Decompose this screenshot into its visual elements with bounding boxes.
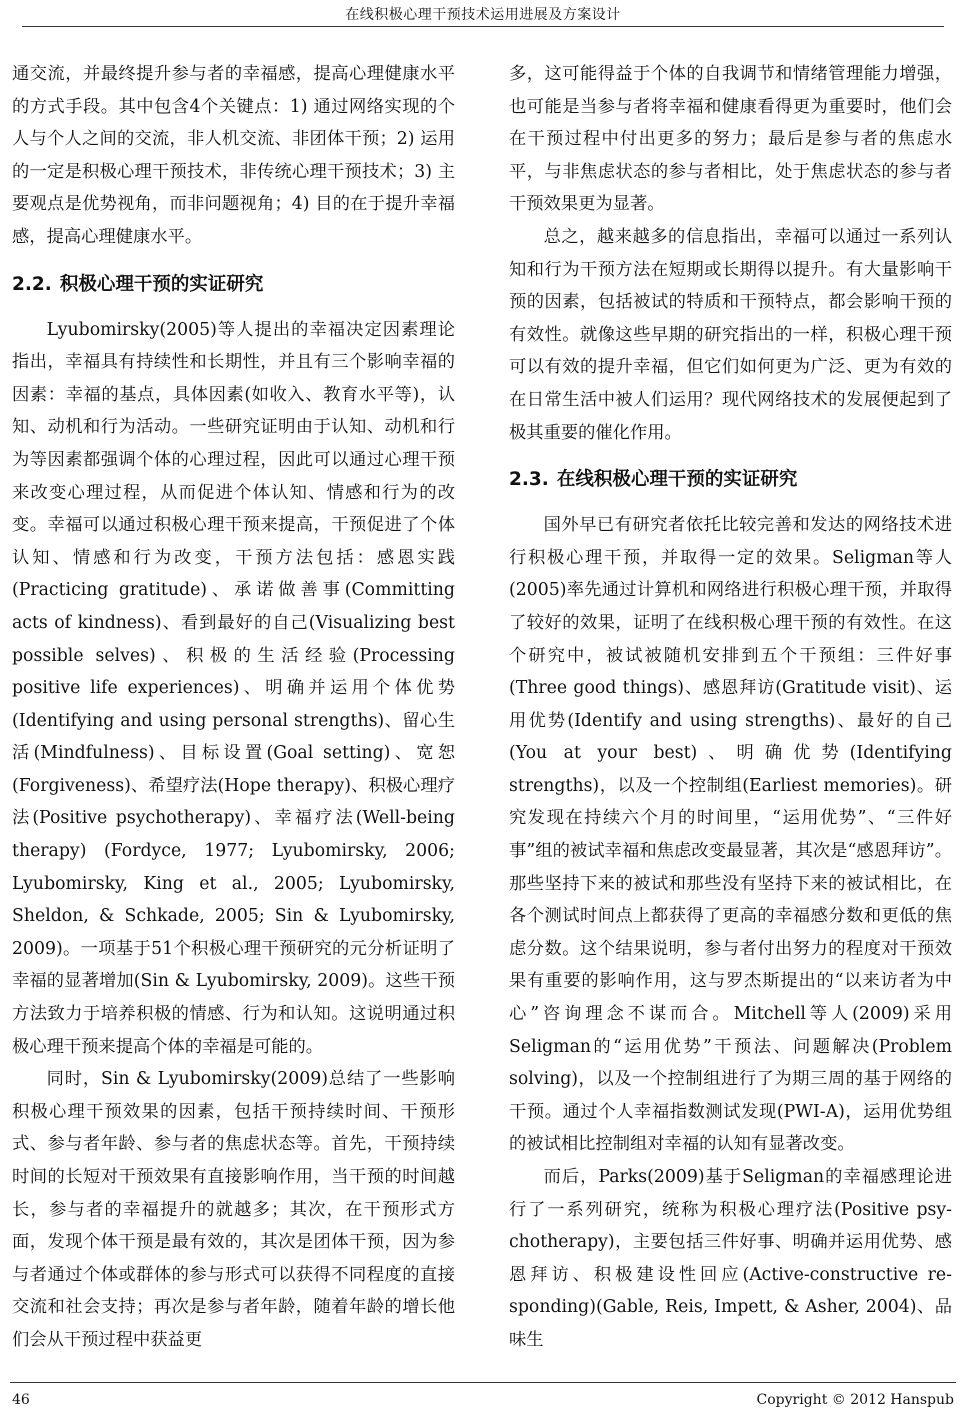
body-paragraph: 总之，越来越多的信息指出，幸福可以通过一系列认知和行为干预方法在短期或长期得以提升。有大量影响干预的因素，包括被试的特质和干预特点，都会影响干预的有效性。就像这些早期的研究指出的一样，积极心理干预可以有效的提升幸福，但它们如何更为广泛、更为有效的在日常生活中被人们运用？现代网络技术的发展便起到了极其重要的催化作用。	[509, 226, 952, 443]
section-number: 2.3.	[509, 469, 549, 491]
intro-paragraph: 通交流，并最终提升参与者的幸福感，提高心理健康水平的方式手段。其中包含4个关键点：1) 通过网络实现的个人与个人之间的交流，非人机交流、非团体干预；2) 运用的一定是积极心理干预技术，非传统心理干预技术；3) 主要观点是优势视角，而非问题视角；4) 目的在于提升幸福感，提高心理健康水平。	[12, 64, 455, 247]
body-paragraph: Lyubomirsky(2005)等人提出的幸福决定因素理论指出，幸福具有持续性和长期性，并且有三个影响幸福的因素：幸福的基点，具体因素(如收入、教育水平等)，认知、动机和行为活动。一些研究证明由于认知、动机和行为等因素都强调个体的心理过程，因此可以通过心理干预来改变心理过程，从而促进个体认知、情感和行为的改变。幸福可以通过积极心理干预来提高，干预促进了个体认知、情感和行为改变，干预方法包括：感恩实践(Practicing gratitude)、承诺做善事(Committing acts of kindness)、看到最好的自己(Visualizing best possible selves)、积极的生活经验(Processing positive life experiences)、明确并运用个体优势(Identifying and using personal strengths)、留心生活(Mindfulness)、目标设置(Goal setting)、宽恕(Forgiveness)、希望疗法(Hope therapy)、积极心理疗法(Positive psychotherapy)、幸福疗法(Well-being therapy) (Fordyce, 1977; Lyubomirsky, 2006; Lyubomirsky, King et al., 2005; Lyubomirsky, Sheldon, & Schkade, 2005; Sin & Lyubomirsky, 2009)。一项基于51个积极心理干预研究的元分析证明了幸福的显著增加(Sin & Lyubomirsky, 2009)。这些干预方法致力于培养积极的情感、行为和认知。这说明通过积极心理干预来提高个体的幸福是可能的。	[12, 319, 455, 1057]
body-paragraph: 国外早已有研究者依托比较完善和发达的网络技术进行积极心理干预，并取得一定的效果。Seligman等人(2005)率先通过计算机和网络进行积极心理干预，并取得了较好的效果，证明了在线积极心理干预的有效性。在这个研究中，被试被随机安排到五个干预组：三件好事(Three good things)、感恩拜访(Gratitude visit)、运用优势(Identify and using strengths)、最好的自己(You at your best)、明确优势(Identifying strengths)，以及一个控制组(Earliest memories)。研究发现在持续六个月的时间里，“运用优势”、“三件好事”组的被试幸福和焦虑改变最显著，其次是“感恩拜访”。那些坚持下来的被试和那些没有坚持下来的被试相比，在各个测试时间点上都获得了更高的幸福感分数和更低的焦虑分数。这个结果说明，参与者付出努力的程度对干预效果有重要的影响作用，这与罗杰斯提出的“以来访者为中心”咨询理念不谋而合。Mitchell等人(2009)采用Seligman的“运用优势”干预法、问题解决(Problem solving)，以及一个控制组进行了为期三周的基于网络的干预。通过个人幸福指数测试发现(PWI-A)，运用优势组的被试相比控制组对幸福的认知有显著改变。	[509, 515, 952, 1155]
body-paragraph: 多，这可能得益于个体的自我调节和情绪管理能力增强，也可能是当参与者将幸福和健康看得更为重要时，他们会在干预过程中付出更多的努力；最后是参与者的焦虑水平，与非焦虑状态的参与者相比，处于焦虑状态的参与者干预效果更为显著。	[509, 64, 952, 215]
left-column	[12, 58, 455, 1357]
right-column	[509, 58, 952, 1357]
section-title: 积极心理干预的实证研究	[59, 273, 264, 295]
page-number: 46	[12, 1392, 30, 1408]
header-rule	[22, 26, 944, 27]
section-title: 在线积极心理干预的实证研究	[556, 469, 798, 491]
body-paragraph: 同时，Sin & Lyubomirsky(2009)总结了一些影响积极心理干预效果的因素，包括干预持续时间、干预形式、参与者年龄、参与者的焦虑状态等。首先，干预持续时间的长短对干预效果有直接影响作用，当干预的时间越长，参与者的幸福提升的就越多；其次，在干预形式方面，发现个体干预是最有效的，其次是团体干预，因为参与者通过个体或群体的参与形式可以获得不同程度的直接交流和社会支持；再次是参与者年龄，随着年龄的增长他们会从干预过程中获益更	[12, 1069, 455, 1350]
copyright-notice: Copyright © 2012 Hanspub	[756, 1392, 954, 1408]
footer-rule	[10, 1382, 956, 1383]
section-heading-2-3	[509, 465, 952, 495]
section-number: 2.2.	[12, 273, 52, 295]
body-paragraph: 而后，Parks(2009)基于Seligman的幸福感理论进行了一系列研究，统称为积极心理疗法(Positive psy-chotherapy)，主要包括三件好事、明确并运用优势、感恩拜访、积极建设性回应(Active-constructive re-sponding)(Gable, Reis, Impett, & Asher, 2004)、品味生	[509, 1167, 952, 1350]
running-title: 在线积极心理干预技术运用进展及方案设计	[345, 7, 621, 23]
section-heading-2-2	[12, 270, 455, 300]
